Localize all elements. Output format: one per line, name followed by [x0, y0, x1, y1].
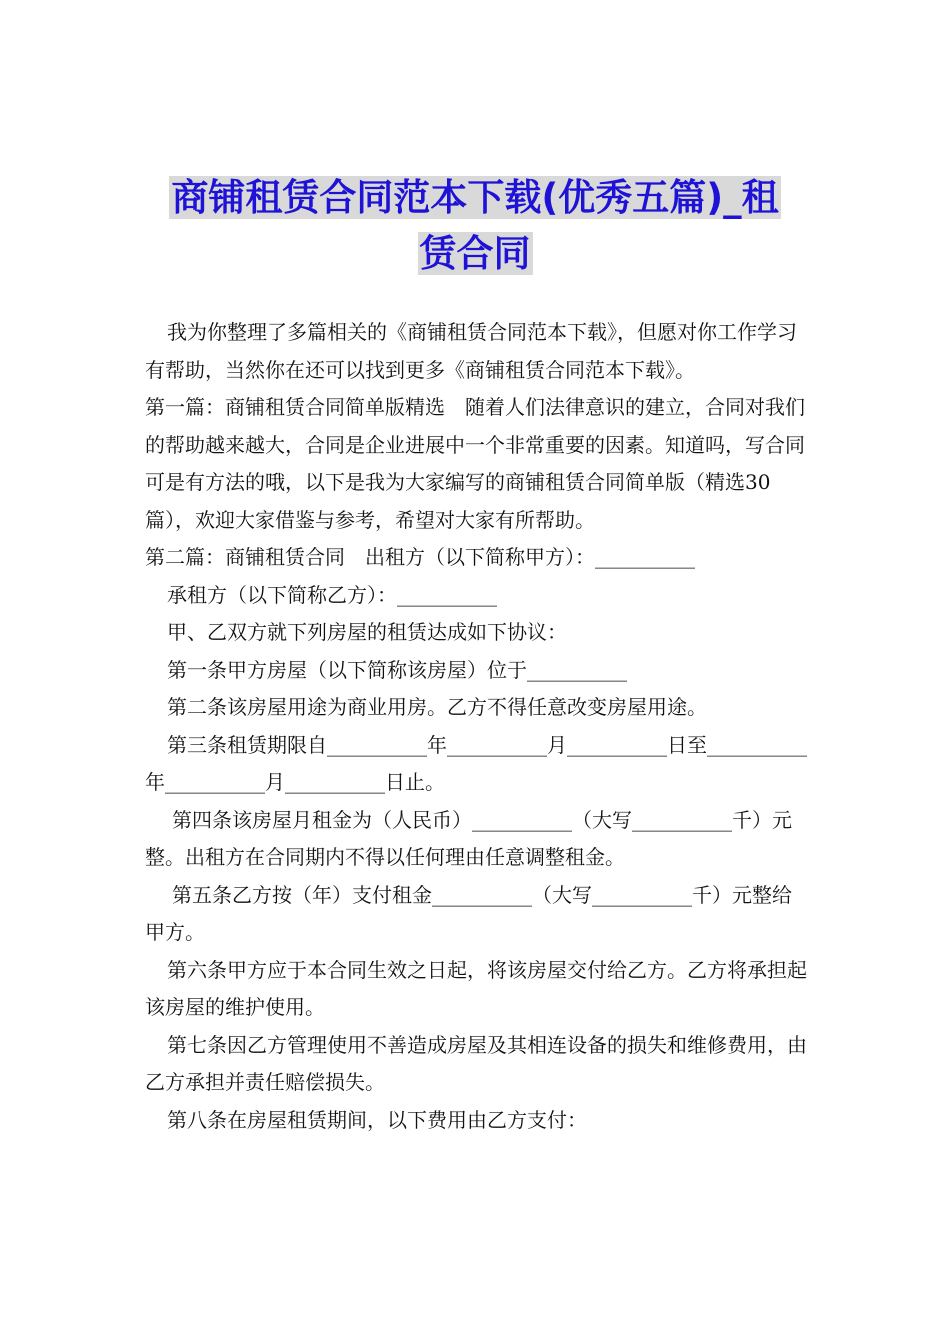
paragraph-article-3: 第三条租赁期限自__________年__________月__________日至__________年__________月__________日止。: [145, 732, 807, 794]
paragraph-section-2: 第二篇：商铺租赁合同 出租方（以下简称甲方）：__________: [145, 545, 695, 569]
paragraph-article-5: 第五条乙方按（年）支付租金__________（大写__________千）元整给甲方。: [145, 882, 792, 944]
document-title-line2: 赁合同: [419, 232, 531, 275]
paragraph-article-1: 第一条甲方房屋（以下简称该房屋）位于__________: [167, 657, 627, 682]
paragraph-article-6: 第六条甲方应于本合同生效之日起，将该房屋交付给乙方。乙方将承担起该房屋的维护使用。: [145, 957, 807, 1019]
document-title-line1: 商铺租赁合同范本下载(优秀五篇)_租: [171, 176, 779, 219]
paragraph-agreement: 甲、乙双方就下列房屋的租赁达成如下协议：: [167, 620, 567, 644]
document-title: [120, 170, 830, 282]
document-body: [145, 314, 810, 1139]
paragraph-article-2: 第二条该房屋用途为商业用房。乙方不得任意改变房屋用途。: [167, 695, 707, 719]
paragraph-article-8: 第八条在房屋租赁期间，以下费用由乙方支付：: [167, 1107, 587, 1132]
paragraph-article-4: 第四条该房屋月租金为（人民币）__________（大写__________千）元整。出租方在合同期内不得以任何理由任意调整租金。: [145, 807, 792, 869]
paragraph-intro: 我为你整理了多篇相关的《商铺租赁合同范本下载》，但愿对你工作学习有帮助，当然你在还可以找到更多《商铺租赁合同范本下载》。: [145, 320, 797, 382]
paragraph-article-7: 第七条因乙方管理使用不善造成房屋及其相连设备的损失和维修费用，由乙方承担并责任赔偿损失。: [145, 1032, 807, 1094]
paragraph-section-1: 第一篇：商铺租赁合同简单版精选 随着人们法律意识的建立，合同对我们的帮助越来越大，合同是企业进展中一个非常重要的因素。知道吗，写合同可是有方法的哦，以下是我为大家编写的商铺租赁合同简单版（精选30篇），欢迎大家借鉴与参考，希望对大家有所帮助。: [145, 395, 805, 532]
paragraph-lessee: 承租方（以下简称乙方）：__________: [167, 582, 497, 607]
